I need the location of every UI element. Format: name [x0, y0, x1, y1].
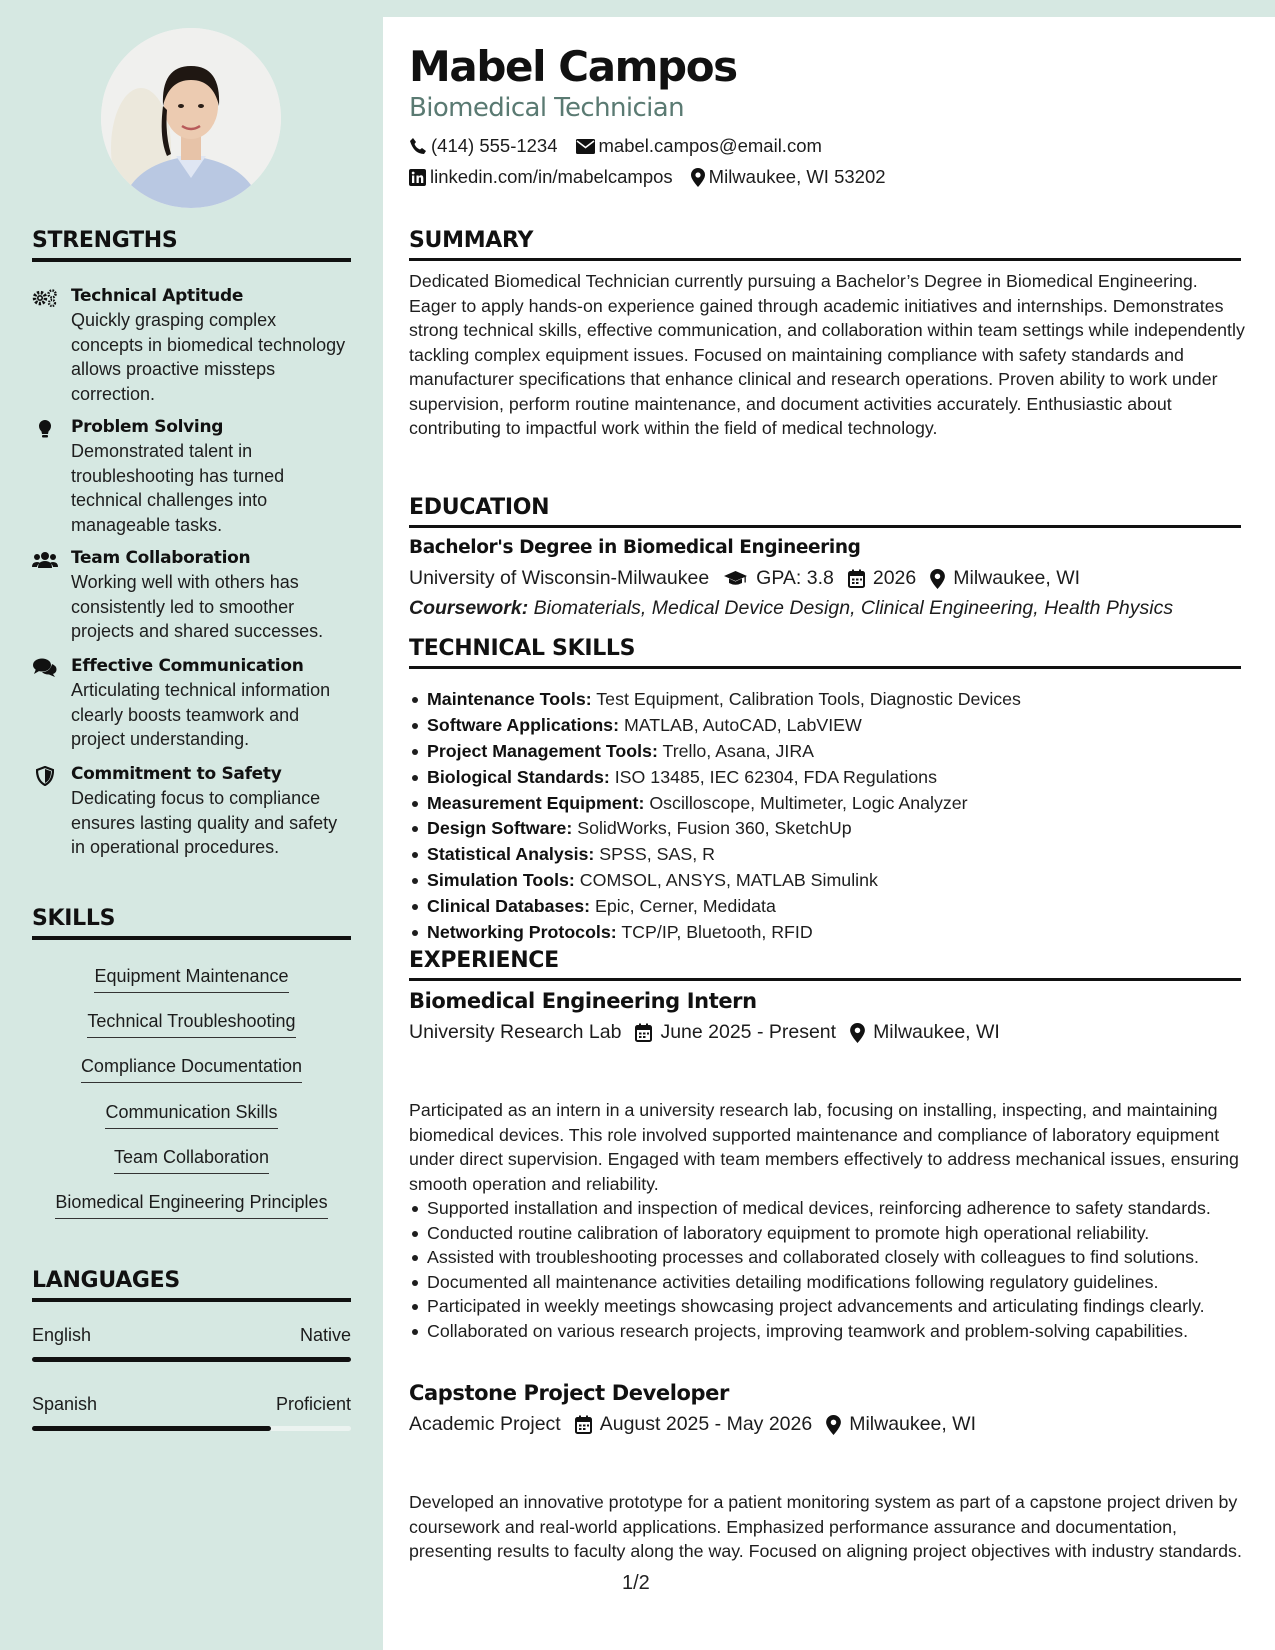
summary-text: Dedicated Biomedical Technician currently pursuing a Bachelor’s Degree in Biomedical Engineering. Eager to apply hands-on experience gained through academic initiatives and internships. Demonstrates strong technical skills, effective communication, and collaboration within team settings while independently tackling complex equipment issues. Focused on maintaining compliance with safety standards and manufacturer specifications that enhance clinical and research operations. Proven ability to work under supervision, perform routine maintenance, and document activities accurately. Enthusiastic about contributing to impactful work within the field of medical technology. — [409, 271, 1245, 438]
phone-icon — [409, 137, 427, 155]
school-name: University of Wisconsin-Milwaukee — [409, 567, 710, 589]
list-item: Maintenance Tools: Test Equipment, Calibration Tools, Diagnostic Devices — [409, 687, 1249, 712]
education-location: Milwaukee, WI — [930, 567, 1080, 590]
strength-item — [32, 284, 352, 406]
coursework-list: Biomaterials, Medical Device Design, Clinical Engineering, Health Physics — [533, 597, 1174, 619]
map-marker-icon — [691, 168, 705, 187]
education-meta — [409, 567, 1094, 590]
map-marker-icon — [930, 569, 945, 589]
skill-tag: Team Collaboration — [32, 1145, 351, 1174]
strength-item — [32, 415, 352, 537]
language-name: English — [32, 1325, 92, 1345]
strength-item — [32, 762, 352, 860]
list-item: Simulation Tools: COMSOL, ANSYS, MATLAB Simulink — [409, 868, 1249, 893]
job-bullets — [409, 1196, 1249, 1343]
envelope-icon — [576, 139, 595, 154]
job-location: Milwaukee, WI — [826, 1413, 976, 1436]
strength-description: Working well with others has consistently led to smoother projects and shared successes. — [71, 572, 324, 641]
main-content — [383, 17, 1275, 1650]
page-number: 1/2 — [622, 1572, 650, 1594]
skill-tag: Communication Skills — [32, 1100, 351, 1129]
job-dates: August 2025 - May 2026 — [575, 1413, 812, 1436]
contact-row — [409, 135, 840, 157]
candidate-title: Biomedical Technician — [409, 93, 684, 123]
technical-skills-list — [409, 687, 1249, 946]
contact-row — [409, 166, 904, 188]
languages-title: LANGUAGES — [32, 1268, 351, 1302]
experience-title: EXPERIENCE — [409, 948, 1241, 981]
list-item: Statistical Analysis: SPSS, SAS, R — [409, 842, 1249, 867]
map-marker-icon — [826, 1415, 841, 1435]
education-title: EDUCATION — [409, 495, 1241, 528]
sidebar — [0, 0, 383, 1650]
language-proficiency-fill — [32, 1426, 271, 1431]
list-item: Measurement Equipment: Oscilloscope, Multimeter, Logic Analyzer — [409, 791, 1249, 816]
location-contact: Milwaukee, WI 53202 — [691, 166, 886, 188]
map-marker-icon — [850, 1023, 865, 1043]
list-item: Participated in weekly meetings showcasing project advancements and articulating findings clearly. — [409, 1294, 1249, 1319]
list-item: Conducted routine calibration of laboratory equipment to promote high operational reliability. — [409, 1221, 1249, 1246]
avatar — [101, 28, 281, 208]
calendar-icon — [575, 1415, 592, 1434]
skill-tag: Compliance Documentation — [32, 1054, 351, 1083]
strength-description: Quickly grasping complex concepts in biomedical technology allows proactive missteps correction. — [71, 310, 346, 404]
linkedin-contact[interactable]: linkedin.com/in/mabelcampos — [409, 166, 673, 188]
list-item: Supported installation and inspection of medical devices, reinforcing adherence to safety standards. — [409, 1196, 1249, 1221]
skills-title: SKILLS — [32, 906, 351, 940]
job-location: Milwaukee, WI — [850, 1021, 1000, 1044]
list-item: Clinical Databases: Epic, Cerner, Medidata — [409, 894, 1249, 919]
strength-description: Articulating technical information clearly boosts teamwork and project understanding. — [71, 680, 331, 749]
graduation-cap-icon — [723, 570, 748, 587]
strength-item — [32, 654, 352, 752]
language-proficiency-fill — [32, 1357, 351, 1362]
strength-name: Effective Communication — [71, 656, 304, 676]
strength-description: Demonstrated talent in troubleshooting has turned technical challenges into manageable tasks. — [71, 441, 285, 535]
calendar-icon — [848, 569, 865, 588]
gpa: GPA: 3.8 — [723, 567, 834, 590]
strength-name: Technical Aptitude — [71, 286, 244, 306]
job-organization: Academic Project — [409, 1413, 561, 1435]
strength-name: Commitment to Safety — [71, 764, 282, 784]
email-contact[interactable]: mabel.campos@email.com — [576, 135, 822, 157]
language-proficiency-bar — [32, 1426, 351, 1431]
gears-icon — [32, 287, 58, 309]
job-dates: June 2025 - Present — [635, 1021, 836, 1044]
job-description: Participated as an intern in a university research lab, focusing on installing, inspecting, and maintaining biomedical devices. This role involved supported maintenance and compliance of laboratory equipment under direct supervision. Engaged with team members effectively to address mechanical issues, ensuring smooth operation and reliability. — [409, 1100, 1239, 1194]
comments-icon — [32, 657, 58, 679]
list-item: Documented all maintenance activities detailing modifications following regulatory guidelines. — [409, 1270, 1249, 1295]
technical-skills-title: TECHNICAL SKILLS — [409, 636, 1241, 669]
language-level: Proficient — [275, 1394, 351, 1414]
list-item: Collaborated on various research projects, improving teamwork and problem-solving capabilities. — [409, 1319, 1249, 1344]
coursework — [409, 597, 1173, 620]
list-item: Networking Protocols: TCP/IP, Bluetooth, RFID — [409, 920, 1249, 945]
list-item: Biological Standards: ISO 13485, IEC 62304, FDA Regulations — [409, 765, 1249, 790]
candidate-name: Mabel Campos — [409, 42, 737, 91]
job-description: Developed an innovative prototype for a patient monitoring system as part of a capstone project driven by coursework and real-world applications. Emphasized performance assurance and documentation, presenting results to faculty along the way. Focused on aligning project objectives with industry standards. — [409, 1492, 1242, 1561]
graduation-year: 2026 — [848, 567, 916, 590]
calendar-icon — [635, 1023, 652, 1042]
strengths-title: STRENGTHS — [32, 228, 351, 262]
strength-name: Team Collaboration — [71, 548, 251, 568]
coursework-label: Coursework: — [409, 597, 529, 619]
skill-tag: Technical Troubleshooting — [32, 1009, 351, 1038]
linkedin-icon — [409, 169, 426, 186]
skill-tag: Equipment Maintenance — [32, 964, 351, 993]
job-meta — [409, 1413, 990, 1436]
strength-name: Problem Solving — [71, 417, 224, 437]
strength-item — [32, 546, 352, 644]
list-item: Assisted with troubleshooting processes and collaborated closely with colleagues to find solutions. — [409, 1245, 1249, 1270]
job-title: Biomedical Engineering Intern — [409, 989, 757, 1013]
users-icon — [32, 549, 58, 571]
language-name: Spanish — [32, 1394, 98, 1414]
skill-tag: Biomedical Engineering Principles — [32, 1190, 351, 1219]
list-item: Design Software: SolidWorks, Fusion 360, SketchUp — [409, 816, 1249, 841]
list-item: Software Applications: MATLAB, AutoCAD, LabVIEW — [409, 713, 1249, 738]
job-meta — [409, 1021, 1014, 1044]
language-proficiency-bar — [32, 1357, 351, 1362]
list-item: Project Management Tools: Trello, Asana, JIRA — [409, 739, 1249, 764]
lightbulb-icon — [32, 418, 58, 440]
degree-title: Bachelor's Degree in Biomedical Engineering — [409, 537, 861, 558]
shield-icon — [32, 765, 58, 787]
language-level: Native — [299, 1325, 351, 1345]
job-title: Capstone Project Developer — [409, 1381, 729, 1405]
summary-title: SUMMARY — [409, 228, 1241, 261]
strength-description: Dedicating focus to compliance ensures lasting quality and safety in operational procedures. — [71, 788, 338, 857]
phone-contact[interactable]: (414) 555-1234 — [409, 135, 558, 157]
job-organization: University Research Lab — [409, 1021, 622, 1043]
